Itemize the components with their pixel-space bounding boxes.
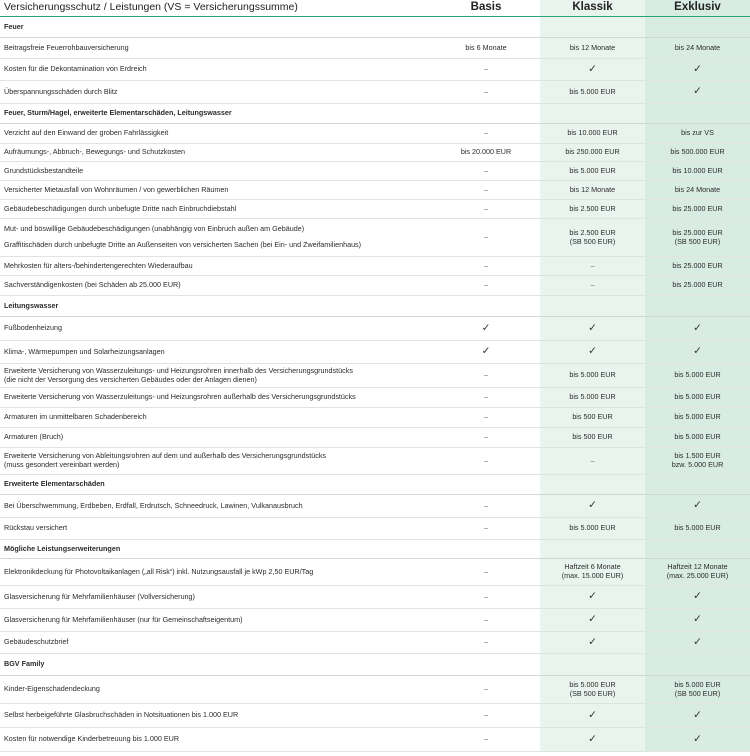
- row-label-text: Grundstücksbestandteile: [4, 165, 84, 175]
- header-row: [0, 0, 750, 17]
- dash-value: –: [484, 523, 488, 533]
- table-row: [0, 728, 750, 752]
- klassik-value: bis 5.000 EUR: [569, 679, 616, 689]
- empty-cell: [432, 654, 540, 676]
- klassik-cell: [540, 495, 645, 518]
- klassik-value: bis 5.000 EUR: [569, 370, 616, 380]
- check-icon: ✓: [693, 62, 702, 75]
- row-label-text: Mut- und böswillige Gebäudebeschädigungen (unabhängig von Einbruch außen am Gebäude): [4, 224, 305, 234]
- row-label: [0, 408, 432, 428]
- row-label: [0, 364, 432, 388]
- dash-value: –: [484, 432, 488, 442]
- klassik-value: bis 5.000 EUR: [569, 165, 616, 175]
- klassik-cell: [540, 388, 645, 408]
- exklusiv-cell: [645, 59, 750, 81]
- exklusiv-cell: [645, 162, 750, 181]
- exklusiv-value: bis 500.000 EUR: [670, 147, 725, 157]
- row-label: [0, 276, 432, 296]
- empty-cell: [432, 104, 540, 124]
- klassik-value: bis 250.000 EUR: [565, 147, 620, 157]
- empty-cell: [432, 475, 540, 495]
- row-label-text: Beitragsfreie Feuerrohbauversicherung: [4, 42, 129, 52]
- row-label: [0, 81, 432, 104]
- check-icon: ✓: [693, 708, 702, 721]
- basis-cell: [432, 38, 540, 59]
- basis-cell: [432, 219, 540, 257]
- klassik-cell: [540, 276, 645, 296]
- basis-cell: [432, 676, 540, 704]
- row-label: [0, 728, 432, 752]
- row-label: [0, 518, 432, 540]
- empty-cell: [645, 296, 750, 317]
- row-label: [0, 341, 432, 364]
- exklusiv-value: bis 5.000 EUR: [674, 679, 721, 689]
- section-title: BGV Family: [0, 654, 432, 676]
- row-label-text: (die nicht der Versorgung des versicherten Gebäudes oder der Anlagen dienen): [4, 374, 257, 384]
- basis-cell: [432, 181, 540, 200]
- dash-value: –: [590, 280, 595, 290]
- row-label-text: Klima-, Wärmepumpen und Solarheizungsanlagen: [4, 346, 165, 356]
- exklusiv-cell: [645, 428, 750, 448]
- row-label-text: Mehrkosten für alters-/behindertengerechten Wiederaufbau: [4, 260, 193, 270]
- exklusiv-cell: [645, 495, 750, 518]
- klassik-cell: [540, 38, 645, 59]
- section-header-row: [0, 17, 750, 38]
- row-label: [0, 59, 432, 81]
- empty-cell: [540, 475, 645, 495]
- klassik-value: bis 12 Monate: [569, 184, 616, 194]
- exklusiv-value: bis 10.000 EUR: [672, 165, 723, 175]
- exklusiv-value: bis 25.000 EUR: [672, 227, 723, 237]
- dash-value: –: [484, 184, 488, 194]
- basis-cell: [432, 518, 540, 540]
- row-label: [0, 38, 432, 59]
- empty-cell: [432, 540, 540, 559]
- klassik-cell: [540, 448, 645, 475]
- klassik-cell: [540, 676, 645, 704]
- table-row: [0, 276, 750, 296]
- row-label-text: Armaturen (Bruch): [4, 432, 64, 442]
- exklusiv-value: bis 5.000 EUR: [674, 523, 721, 533]
- exklusiv-value: bis zur VS: [681, 128, 714, 138]
- row-label-text: Kinder-Eigenschadendeckung: [4, 684, 100, 694]
- klassik-cell: [540, 124, 645, 144]
- exklusiv-cell: [645, 728, 750, 752]
- klassik-value: bis 5.000 EUR: [569, 392, 616, 402]
- klassik-cell: [540, 518, 645, 540]
- klassik-cell: [540, 317, 645, 341]
- exklusiv-cell: [645, 257, 750, 276]
- table-row: [0, 200, 750, 219]
- basis-cell: [432, 609, 540, 632]
- dash-value: –: [484, 165, 488, 175]
- klassik-cell: [540, 59, 645, 81]
- row-label: [0, 559, 432, 586]
- dash-value: –: [484, 614, 488, 624]
- row-label-text: Rückstau versichert: [4, 523, 68, 533]
- row-label-text: Bei Überschwemmung, Erdbeben, Erdfall, Erdrutsch, Schneedruck, Lawinen, Vulkanausbruch: [4, 500, 303, 510]
- row-label-text: Selbst herbeigeführte Glasbruchschäden in Notsituationen bis 1.000 EUR: [4, 710, 239, 720]
- row-label-text: Kosten für notwendige Kinderbetreuung bis 1.000 EUR: [4, 734, 180, 744]
- row-label-text: Verzicht auf den Einwand der groben Fahrlässigkeit: [4, 128, 169, 138]
- exklusiv-cell: [645, 704, 750, 728]
- exklusiv-cell: [645, 38, 750, 59]
- exklusiv-value: bis 24 Monate: [674, 184, 721, 194]
- empty-cell: [645, 104, 750, 124]
- exklusiv-cell: [645, 181, 750, 200]
- basis-cell: [432, 364, 540, 388]
- dash-value: –: [484, 203, 488, 213]
- dash-value: –: [484, 591, 488, 601]
- empty-cell: [540, 540, 645, 559]
- empty-cell: [432, 17, 540, 38]
- row-label-text: Gebäudebeschädigungen durch unbefugte Dritte nach Einbruchdiebstahl: [4, 203, 237, 213]
- exklusiv-value: (SB 500 EUR): [674, 688, 721, 698]
- row-label-text: Graffitischäden durch unbefugte Dritte an Außenseiten von versicherten Sachen (bei Ein- und Zweifamilienhaus): [4, 240, 362, 249]
- klassik-value: bis 500 EUR: [572, 432, 613, 442]
- klassik-value: bis 500 EUR: [572, 412, 613, 422]
- row-label: [0, 200, 432, 219]
- exklusiv-cell: [645, 632, 750, 654]
- table-row: [0, 518, 750, 540]
- row-label: [0, 219, 432, 257]
- dash-value: –: [484, 412, 488, 422]
- table-row: [0, 257, 750, 276]
- table-row: [0, 81, 750, 104]
- exklusiv-value: bis 5.000 EUR: [674, 392, 721, 402]
- exklusiv-cell: [645, 676, 750, 704]
- klassik-value: bis 5.000 EUR: [569, 86, 616, 96]
- table-row: [0, 495, 750, 518]
- check-icon: ✓: [588, 321, 597, 334]
- klassik-cell: [540, 609, 645, 632]
- check-icon: ✓: [693, 499, 702, 512]
- row-label: [0, 388, 432, 408]
- exklusiv-value: bis 25.000 EUR: [672, 260, 723, 270]
- klassik-value: (max. 15.000 EUR): [561, 571, 624, 580]
- exklusiv-cell: [645, 144, 750, 162]
- klassik-cell: [540, 704, 645, 728]
- check-icon: ✓: [588, 499, 597, 512]
- klassik-cell: [540, 408, 645, 428]
- row-label: [0, 676, 432, 704]
- row-label: [0, 495, 432, 518]
- dash-value: –: [484, 64, 488, 74]
- exklusiv-cell: [645, 559, 750, 586]
- table-row: [0, 586, 750, 609]
- basis-cell: [432, 495, 540, 518]
- check-icon: ✓: [693, 590, 702, 603]
- row-label-text: Erweiterte Versicherung von Wasserzuleitungs- und Heizungsrohren innerhalb des Versicherungsgrundstücks: [4, 365, 353, 375]
- check-icon: ✓: [588, 613, 597, 626]
- dash-value: –: [484, 455, 488, 465]
- column-exklusiv: Exklusiv: [645, 0, 750, 17]
- basis-cell: [432, 200, 540, 219]
- klassik-cell: [540, 200, 645, 219]
- dash-value: –: [484, 392, 488, 402]
- row-label-text: Kosten für die Dekontamination von Erdreich: [4, 64, 147, 74]
- exklusiv-value: bzw. 5.000 EUR: [671, 460, 724, 469]
- dash-value: –: [484, 260, 488, 270]
- klassik-value: Haftzeit 6 Monate: [564, 562, 621, 572]
- row-label-text: Überspannungsschäden durch Blitz: [4, 86, 118, 96]
- dash-value: –: [484, 280, 488, 290]
- row-label-text: Gebäudeschutzbrief: [4, 637, 69, 647]
- exklusiv-value: (SB 500 EUR): [674, 236, 721, 246]
- klassik-value: bis 5.000 EUR: [569, 523, 616, 533]
- row-label: [0, 181, 432, 200]
- basis-cell: [432, 81, 540, 104]
- exklusiv-cell: [645, 124, 750, 144]
- empty-cell: [540, 654, 645, 676]
- empty-cell: [645, 654, 750, 676]
- section-header-row: [0, 540, 750, 559]
- row-label-text: (muss gesondert vereinbart werden): [4, 460, 120, 469]
- klassik-value: bis 10.000 EUR: [567, 128, 618, 138]
- basis-value: bis 20.000 EUR: [460, 147, 512, 157]
- exklusiv-value: bis 5.000 EUR: [674, 370, 721, 380]
- exklusiv-value: Haftzeit 12 Monate: [667, 562, 728, 572]
- section-title: Leitungswasser: [0, 296, 432, 317]
- column-klassik: Klassik: [540, 0, 645, 17]
- klassik-cell: [540, 257, 645, 276]
- row-label-text: Sachverständigenkosten (bei Schäden ab 25.000 EUR): [4, 280, 181, 290]
- klassik-cell: [540, 144, 645, 162]
- klassik-cell: [540, 162, 645, 181]
- row-label: [0, 162, 432, 181]
- exklusiv-cell: [645, 586, 750, 609]
- section-title: Feuer: [0, 17, 432, 38]
- basis-cell: [432, 586, 540, 609]
- klassik-cell: [540, 364, 645, 388]
- table-row: [0, 341, 750, 364]
- table-row: [0, 144, 750, 162]
- section-header-row: [0, 296, 750, 317]
- table-row: [0, 59, 750, 81]
- basis-cell: [432, 257, 540, 276]
- klassik-cell: [540, 586, 645, 609]
- klassik-value: (SB 500 EUR): [569, 236, 616, 246]
- empty-cell: [540, 17, 645, 38]
- dash-value: –: [484, 128, 488, 138]
- empty-cell: [540, 296, 645, 317]
- basis-cell: [432, 408, 540, 428]
- basis-cell: [432, 704, 540, 728]
- dash-value: –: [590, 455, 595, 465]
- exklusiv-cell: [645, 518, 750, 540]
- basis-cell: [432, 559, 540, 586]
- check-icon: ✓: [588, 345, 597, 358]
- klassik-cell: [540, 428, 645, 448]
- klassik-cell: [540, 632, 645, 654]
- row-label: [0, 609, 432, 632]
- exklusiv-cell: [645, 200, 750, 219]
- check-icon: ✓: [588, 62, 597, 75]
- check-icon: ✓: [481, 321, 491, 334]
- check-icon: ✓: [588, 732, 597, 745]
- table-row: [0, 124, 750, 144]
- exklusiv-cell: [645, 219, 750, 257]
- table-title: Versicherungsschutz / Leistungen (VS = Versicherungssumme): [0, 0, 432, 17]
- column-basis: Basis: [432, 0, 540, 17]
- table-row: [0, 448, 750, 475]
- exklusiv-value: bis 24 Monate: [674, 42, 721, 52]
- empty-cell: [645, 540, 750, 559]
- dash-value: –: [484, 734, 488, 744]
- exklusiv-cell: [645, 317, 750, 341]
- exklusiv-value: bis 5.000 EUR: [674, 432, 721, 442]
- table-row: [0, 38, 750, 59]
- table-row: [0, 317, 750, 341]
- row-label: [0, 586, 432, 609]
- table-body: [0, 17, 750, 752]
- klassik-cell: [540, 728, 645, 752]
- basis-cell: [432, 448, 540, 475]
- row-label: [0, 257, 432, 276]
- exklusiv-cell: [645, 448, 750, 475]
- exklusiv-cell: [645, 408, 750, 428]
- check-icon: ✓: [588, 590, 597, 603]
- check-icon: ✓: [481, 345, 491, 358]
- row-label: [0, 632, 432, 654]
- exklusiv-cell: [645, 81, 750, 104]
- row-label-text: Erweiterte Versicherung von Ableitungsrohren auf dem und außerhalb des Versicherungsgrundstücks: [4, 451, 327, 461]
- row-label-text: Fußbodenheizung: [4, 323, 62, 333]
- row-label: [0, 704, 432, 728]
- row-label: [0, 144, 432, 162]
- exklusiv-value: (max. 25.000 EUR): [666, 571, 729, 580]
- exklusiv-cell: [645, 364, 750, 388]
- basis-cell: [432, 428, 540, 448]
- dash-value: –: [484, 684, 488, 694]
- dash-value: –: [484, 637, 488, 647]
- klassik-cell: [540, 81, 645, 104]
- table-row: [0, 632, 750, 654]
- row-label: [0, 448, 432, 475]
- row-label-text: Elektronikdeckung für Photovoltaikanlagen („all Risk“) inkl. Nutzungsausfall je kWp 2,50 EUR/Tag: [4, 566, 314, 576]
- check-icon: ✓: [693, 635, 702, 648]
- section-header-row: [0, 475, 750, 495]
- basis-cell: [432, 59, 540, 81]
- basis-cell: [432, 162, 540, 181]
- exklusiv-cell: [645, 609, 750, 632]
- klassik-cell: [540, 341, 645, 364]
- check-icon: ✓: [588, 708, 597, 721]
- table-row: [0, 219, 750, 257]
- exklusiv-value: bis 25.000 EUR: [672, 280, 723, 290]
- row-label-text: Armaturen im unmittelbaren Schadenbereich: [4, 412, 147, 422]
- table-row: [0, 428, 750, 448]
- check-icon: ✓: [693, 85, 702, 98]
- section-header-row: [0, 104, 750, 124]
- empty-cell: [645, 17, 750, 38]
- klassik-value: (SB 500 EUR): [569, 688, 616, 698]
- klassik-value: bis 2.500 EUR: [569, 227, 616, 237]
- table-row: [0, 162, 750, 181]
- dash-value: –: [484, 710, 488, 720]
- dash-value: –: [484, 500, 488, 510]
- row-label: [0, 428, 432, 448]
- klassik-value: bis 12 Monate: [569, 42, 616, 52]
- table-row: [0, 181, 750, 200]
- dash-value: –: [590, 260, 595, 270]
- section-title: Erweiterte Elementarschäden: [0, 475, 432, 495]
- klassik-value: bis 2.500 EUR: [569, 203, 616, 213]
- empty-cell: [432, 296, 540, 317]
- exklusiv-cell: [645, 276, 750, 296]
- row-label: [0, 317, 432, 341]
- dash-value: –: [484, 232, 488, 242]
- dash-value: –: [484, 566, 488, 576]
- row-label: [0, 124, 432, 144]
- table-row: [0, 408, 750, 428]
- basis-cell: [432, 341, 540, 364]
- basis-cell: [432, 276, 540, 296]
- table-row: [0, 388, 750, 408]
- section-title: Mögliche Leistungserweiterungen: [0, 540, 432, 559]
- table-row: [0, 559, 750, 586]
- basis-cell: [432, 124, 540, 144]
- basis-cell: [432, 632, 540, 654]
- row-label-text: Glasversicherung für Mehrfamilienhäuser (Vollversicherung): [4, 591, 195, 601]
- exklusiv-cell: [645, 388, 750, 408]
- klassik-cell: [540, 219, 645, 257]
- basis-cell: [432, 388, 540, 408]
- check-icon: ✓: [693, 613, 702, 626]
- check-icon: ✓: [693, 321, 702, 334]
- check-icon: ✓: [693, 345, 702, 358]
- row-label-text: Erweiterte Versicherung von Wasserzuleitungs- und Heizungsrohren außerhalb des Versicherungsgrundstücks: [4, 392, 356, 402]
- dash-value: –: [484, 86, 488, 96]
- basis-cell: [432, 317, 540, 341]
- row-label-text: Glasversicherung für Mehrfamilienhäuser (nur für Gemeinschaftseigentum): [4, 614, 243, 624]
- section-title: Feuer, Sturm/Hagel, erweiterte Elementarschäden, Leitungswasser: [0, 104, 432, 124]
- dash-value: –: [484, 370, 488, 380]
- row-label-text: Aufräumungs-, Abbruch-, Bewegungs- und Schutzkosten: [4, 147, 185, 157]
- basis-cell: [432, 144, 540, 162]
- exklusiv-value: bis 25.000 EUR: [672, 203, 723, 213]
- exklusiv-value: bis 1.500 EUR: [674, 451, 721, 461]
- klassik-cell: [540, 559, 645, 586]
- empty-cell: [645, 475, 750, 495]
- row-label-text: Versicherter Mietausfall von Wohnräumen / von gewerblichen Räumen: [4, 184, 229, 194]
- basis-value: bis 6 Monate: [465, 42, 507, 52]
- check-icon: ✓: [693, 732, 702, 745]
- table-row: [0, 704, 750, 728]
- table-row: [0, 676, 750, 704]
- table-row: [0, 364, 750, 388]
- exklusiv-value: bis 5.000 EUR: [674, 412, 721, 422]
- basis-cell: [432, 728, 540, 752]
- table-row: [0, 609, 750, 632]
- exklusiv-cell: [645, 341, 750, 364]
- check-icon: ✓: [588, 635, 597, 648]
- klassik-cell: [540, 181, 645, 200]
- section-header-row: [0, 654, 750, 676]
- empty-cell: [540, 104, 645, 124]
